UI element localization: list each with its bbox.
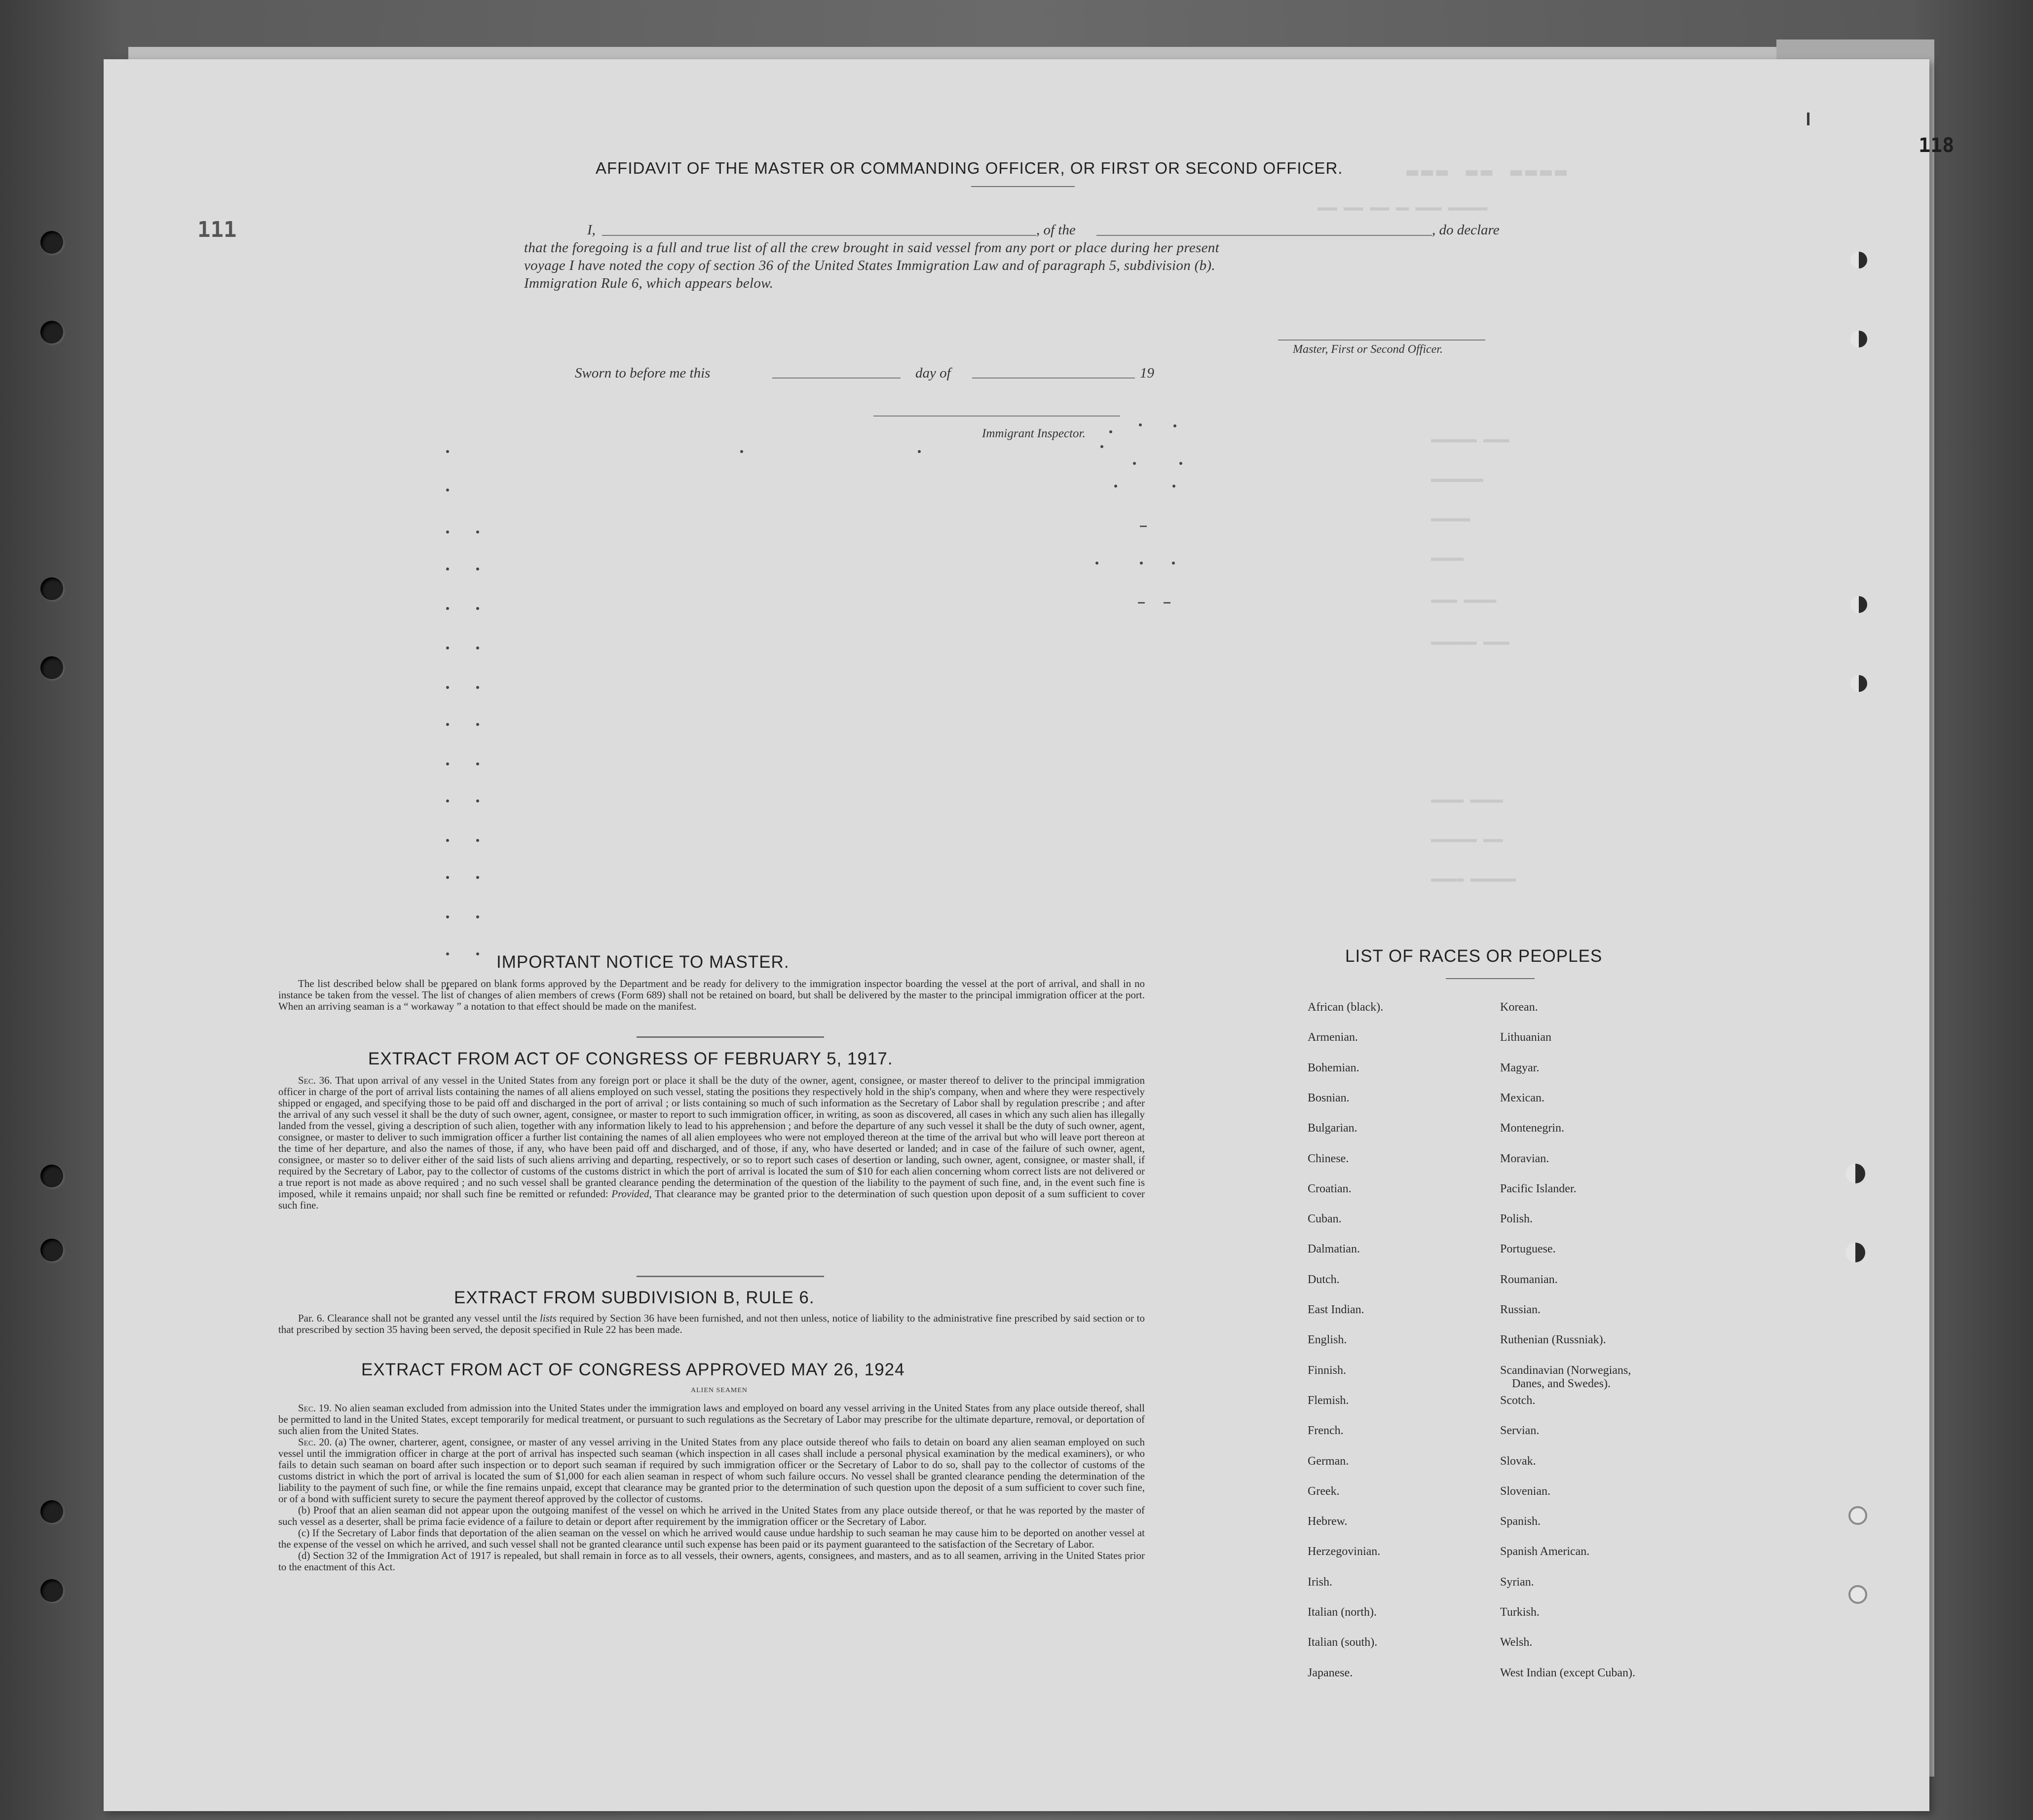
affidavit-line-3: voyage I have noted the copy of section 36 of the United States Immigration Law and of paragraph 5, subdivision (b). (524, 258, 1215, 273)
stray-dot (446, 568, 449, 570)
margin-mark: 111 (197, 217, 237, 242)
stray-dot (446, 686, 449, 689)
bleed-through-text: ▬▬▬▬▬▬▬ ▬▬▬▬ (1431, 637, 1509, 649)
extract-1924-text (278, 1403, 1145, 1573)
binder-ring-icon (1850, 331, 1867, 347)
binder-ring-icon (1850, 252, 1867, 268)
race-item: Slovak. (1500, 1454, 1536, 1468)
provided-word: Provided, (611, 1188, 652, 1200)
stray-dot (1133, 462, 1136, 465)
stray-dot (1109, 430, 1112, 433)
binder-hole-icon (40, 656, 63, 679)
binder-ring-icon (1848, 1506, 1867, 1525)
sec20a-body: (a) The owner, charterer, agent, consignee, or master of any vessel arriving in the United States from any place outside thereof who fails to detain on board any alien seaman employed on such vessel until the immigration officer in charge at the port of arrival has inspected such seaman (which inspection in all cases shall include a personal physical examination by the medical examiners), or who fails to detain such seaman on board after such inspection or to deport such seaman if required by such immigration officer or the Secretary of Labor to do so, shall pay to the collector of customs of the customs district in which the port of arrival is located the sum of $1,000 for each alien seaman in respect of whom such failure occurs. No vessel shall be granted clearance pending the determination of the liability to the payment of such fine, or while the fine remains unpaid, except that clearance may be granted prior to the determination of such question upon the deposit of a sum sufficient to cover such fine, or of a bond with sufficient surety to secure the payment thereof approved by the collector of customs. (278, 1436, 1145, 1505)
stray-dot (446, 915, 449, 918)
stray-dash (1138, 602, 1145, 604)
race-item: Scandinavian (Norwegians, Danes, and Swedes). (1500, 1364, 1631, 1390)
section-rule (637, 1276, 824, 1277)
extract-rule6-text (278, 1313, 1145, 1335)
race-item: Lithuanian (1500, 1031, 1551, 1044)
stray-dot (446, 531, 449, 533)
race-item: Finnish. (1308, 1364, 1347, 1377)
rule6-body-b: required by Section 36 have been furnished, and not then unless, notice of liability to the administrative fine prescribed by said section or to that prescribed by section 35 having been served, the deposit specified in Rule 22 has been made. (278, 1312, 1145, 1335)
race-item: Croatian. (1308, 1182, 1352, 1195)
sec20c-body: (c) If the Secretary of Labor finds that deportation of the alien seaman on the vessel on which he arrived would cause undue hardship to such seaman he may cause him to be deported on another vessel at the expense of the vessel on which he arrived, and such vessel shall not be granted clearance until such expense has been paid or its payment guaranteed to the satisfaction of the Secretary of Labor. (278, 1527, 1145, 1550)
race-item: Spanish American. (1500, 1545, 1590, 1558)
race-item: East Indian. (1308, 1303, 1364, 1316)
extract-1917-tail: That clearance may be granted prior to the determination of such question upon deposit of a sum sufficient to cover such fine. (278, 1188, 1145, 1211)
race-item: Italian (south). (1308, 1636, 1378, 1649)
binder-hole-icon (40, 231, 63, 254)
race-item: Welsh. (1500, 1636, 1533, 1649)
extract-1917-text (278, 1075, 1145, 1211)
lists-word: lists (540, 1312, 557, 1324)
stray-dot (476, 607, 479, 610)
bleed-through-text: ▬▬▬▬▬▬▬ ▬▬▬ (1431, 834, 1503, 846)
race-item: Korean. (1500, 1001, 1538, 1014)
stray-dot (476, 762, 479, 765)
affidavit-line-4: Immigration Rule 6, which appears below. (524, 275, 774, 291)
race-item: Bosnian. (1308, 1091, 1350, 1104)
stray-dot (1114, 485, 1117, 488)
stray-dot (476, 531, 479, 533)
race-item: Greek. (1308, 1484, 1340, 1498)
stray-dot (1172, 485, 1175, 488)
race-item: German. (1308, 1454, 1349, 1468)
notice-paragraph: The list described below shall be prepared on blank forms approved by the Department and be ready for delivery to the immigration inspector boarding the vessel at the port of arrival, and shall in no instance be taken from the vessel. The list of changes of alien members of crews (Form 689) shall not be retained on board, but shall be delivered by the master to the principal immigration officer at the port. When an arriving seaman is a “ workaway ” a notation to that effect should be made on the manifest. (278, 978, 1145, 1012)
stray-dot (446, 646, 449, 649)
binder-hole-icon (40, 1239, 63, 1261)
race-item: Pacific Islander. (1500, 1182, 1577, 1195)
bleed-through-text: ▬▬▬▬▬ (1431, 553, 1464, 565)
affidavit-of-the: , of the (1036, 222, 1076, 238)
binder-ring-icon (1850, 675, 1867, 692)
binder-ring-icon (1848, 1585, 1867, 1604)
race-item: Dalmatian. (1308, 1243, 1360, 1256)
affidavit-title: AFFIDAVIT OF THE MASTER OR COMMANDING OFFICER, OR FIRST OR SECOND OFFICER. (596, 159, 1343, 177)
bleed-through-text: ▬▬▬▬▬▬▬▬ (1431, 474, 1483, 486)
race-item: African (black). (1308, 1001, 1384, 1014)
race-item: Armenian. (1308, 1031, 1358, 1044)
stray-dot (1172, 562, 1175, 565)
stray-dot (476, 915, 479, 918)
stray-dot (1179, 462, 1182, 465)
name-blank-line (602, 235, 1036, 236)
affidavit-i: I, (587, 222, 596, 238)
race-item: Spanish. (1500, 1515, 1541, 1528)
race-item: Cuban. (1308, 1213, 1342, 1226)
race-item: Magyar. (1500, 1061, 1540, 1074)
binder-ring-icon (1845, 1164, 1865, 1183)
page-number: 118 (1919, 134, 1955, 157)
stray-dot (1140, 562, 1143, 565)
stray-dot (476, 646, 479, 649)
stray-dot (476, 876, 479, 879)
stray-dot (1100, 445, 1103, 448)
bleed-through-heading: ▬▬▬ ▬▬ ▬▬▬▬ (1406, 160, 1570, 183)
binder-hole-icon (40, 1165, 63, 1187)
title-rule (1446, 978, 1535, 979)
notice-title: IMPORTANT NOTICE TO MASTER. (496, 952, 790, 972)
race-item: West Indian (except Cuban). (1500, 1666, 1635, 1679)
extract-1917-body: That upon arrival of any vessel in the United States from any foreign port or place it shall be the duty of the owner, agent, consignee, or master thereof to deliver to the principal immigration officer in charge of the port of arrival lists containing the names of all aliens employed on such vessel, stating the positions they respectively hold in the ship's company, when and where they were respectively shipped or engaged, and specifying those to be paid off and discharged in the port of arrival ; or lists containing so much of such information as the Secretary of Labor shall by regulation prescribe ; and after the arrival of any such vessel it shall be the duty of such owner, agent, consignee, or master to report to such immigration officer, in writing, as soon as discovered, all cases in which any such alien has illegally landed from the vessel, giving a description of such alien, together with any information likely to lead to his apprehension ; and before the departure of any such vessel it shall be the duty of such owner, agent, consignee, or master to deliver to such immigration officer a further list containing the names of all alien employees who were not employed thereon at the time of the arrival but who will leave port thereon at the time of her departure, and also the names of those, if any, who have been paid off and discharged, and of those, if any, who have deserted or landed; and in case of the failure of such owner, agent, consignee, or master so to deliver either of the said lists of such aliens arriving and departing, respectively, or so to report such cases of desertion or landing, such owner, agent, consignee, or master shall, if required by the Secretary of Labor, pay to the collector of customs of the customs district in which the port of arrival is located the sum of $10 for each alien concerning whom correct lists are not delivered or a true report is not made as above required ; and no such vessel shall be granted clearance pending the determination of the question of the liability to the payment of such fine, and, in the event such fine is imposed, while it remains unpaid; nor shall such fine be remitted or refunded: (278, 1074, 1145, 1200)
race-item: Roumanian. (1500, 1273, 1558, 1286)
stray-dot (446, 489, 449, 492)
race-item: Russian. (1500, 1303, 1541, 1316)
stray-dot (476, 568, 479, 570)
race-item: Mexican. (1500, 1091, 1544, 1104)
race-item: French. (1308, 1424, 1344, 1438)
section-label: Sec. 36. (298, 1074, 333, 1086)
race-item: Flemish. (1308, 1394, 1349, 1407)
inspector-caption: Immigrant Inspector. (982, 427, 1086, 440)
binder-hole-icon (40, 1579, 63, 1602)
rule6-body-a: Par. 6. Clearance shall not be granted any vessel until the (298, 1312, 537, 1324)
month-blank-line (972, 378, 1135, 379)
bleed-through-text: ▬▬▬ ▬▬▬ ▬▬▬ ▬▬ ▬▬▬▬ ▬▬▬▬▬▬ (1318, 202, 1488, 215)
race-item: Herzegovinian. (1308, 1545, 1381, 1558)
section-rule (637, 1036, 824, 1038)
section-label: Sec. 20. (298, 1436, 332, 1448)
sworn-text: Sworn to before me this (575, 365, 711, 381)
sec19-body: No alien seaman excluded from admission into the United States under the immigration laws and employed on board any vessel arriving in the United States from any place outside thereof, shall be permitted to land in the United States, except temporarily for medical treatment, or pursuant to such regulations as the Secretary of Labor may prescribe for the ultimate departure, removal, or deportation of such alien from the United States. (278, 1402, 1145, 1437)
race-item: Bulgarian. (1308, 1122, 1357, 1135)
signature-blank-line (1278, 340, 1485, 341)
sec20b-body: (b) Proof that an alien seaman did not appear upon the outgoing manifest of the vessel on which he arrived in the United States from any place outside thereof, or that he was reported by the master of such vessel as a deserter, shall be prima facie evidence of a failure to detain or deport after requirement by the immigration officer or the Secretary of Labor. (278, 1504, 1145, 1527)
race-item: Japanese. (1308, 1666, 1353, 1679)
race-item: Moravian. (1500, 1152, 1549, 1165)
inspector-blank-line (873, 416, 1120, 417)
race-item: Servian. (1500, 1424, 1540, 1438)
races-title: LIST OF RACES OR PEOPLES (1345, 947, 1603, 966)
race-item: Montenegrin. (1500, 1122, 1564, 1135)
extract-1917-title: EXTRACT FROM ACT OF CONGRESS OF FEBRUARY 5, 1917. (368, 1049, 893, 1068)
binder-hole-icon (40, 321, 63, 343)
race-item: Irish. (1308, 1575, 1332, 1589)
race-item: Dutch. (1308, 1273, 1340, 1286)
race-item: Portuguese. (1500, 1243, 1556, 1256)
section-label: Sec. 19. (298, 1402, 332, 1414)
extract-rule6-title: EXTRACT FROM SUBDIVISION B, RULE 6. (454, 1288, 815, 1307)
binder-ring-icon (1845, 1243, 1865, 1262)
stray-dot (476, 952, 479, 955)
document-page (104, 59, 1929, 1811)
bleed-through-text: ▬▬▬▬▬▬▬ ▬▬▬▬ (1431, 434, 1509, 447)
stray-dot (446, 450, 449, 453)
stray-dot (1139, 423, 1142, 426)
stray-dot (446, 607, 449, 610)
stray-dot (446, 952, 449, 955)
binder-hole-icon (40, 577, 63, 600)
stray-dot (1173, 424, 1176, 427)
day-of-text: day of (915, 365, 951, 381)
stray-dot (1095, 562, 1098, 565)
stray-dot (476, 839, 479, 842)
stray-dash (1164, 602, 1170, 604)
stray-dot (918, 450, 921, 453)
alien-seamen-subtitle: ALIEN SEAMEN (691, 1387, 748, 1394)
vessel-blank-line (1096, 235, 1432, 236)
binder-ring-icon (1850, 596, 1867, 613)
race-item: Chinese. (1308, 1152, 1349, 1165)
extract-1924-title: EXTRACT FROM ACT OF CONGRESS APPROVED MAY 26, 1924 (361, 1360, 905, 1379)
bleed-through-text: ▬▬▬▬▬ ▬▬▬▬▬▬▬ (1431, 873, 1516, 886)
signature-caption: Master, First or Second Officer. (1293, 343, 1443, 356)
race-item: Turkish. (1500, 1606, 1540, 1619)
stray-dot (446, 723, 449, 726)
race-item: Ruthenian (Russniak). (1500, 1333, 1606, 1347)
race-item: Italian (north). (1308, 1606, 1377, 1619)
bleed-through-text: ▬▬▬▬ ▬▬▬▬▬ (1431, 595, 1497, 607)
stray-dot (476, 686, 479, 689)
binder-hole-icon (40, 1500, 63, 1523)
day-blank-line (772, 378, 901, 379)
race-item: Scotch. (1500, 1394, 1536, 1407)
race-item: Syrian. (1500, 1575, 1534, 1589)
affidavit-line-2: that the foregoing is a full and true list of all the crew brought in said vessel from any port or place during her present (524, 240, 1219, 256)
race-item: Bohemian. (1308, 1061, 1359, 1074)
race-item: Hebrew. (1308, 1515, 1348, 1528)
race-item: Polish. (1500, 1213, 1533, 1226)
page-tick-mark (1807, 113, 1809, 125)
stray-dot (446, 876, 449, 879)
bleed-through-text: ▬▬▬▬▬▬ (1431, 513, 1470, 526)
stray-dot (446, 839, 449, 842)
stray-dot (476, 799, 479, 802)
year-text: 19 (1140, 365, 1154, 381)
notice-text (278, 978, 1145, 1012)
stray-dot (740, 450, 743, 453)
stray-dot (476, 723, 479, 726)
stray-dot (446, 762, 449, 765)
race-item: English. (1308, 1333, 1347, 1347)
stray-dash (1140, 526, 1147, 527)
sec20d-body: (d) Section 32 of the Immigration Act of 1917 is repealed, but shall remain in force as to all vessels, their owners, agents, consignees, and masters, and as to all seamen, arriving in the United States prior to the enactment of this Act. (278, 1550, 1145, 1573)
bleed-through-text: ▬▬▬▬▬ ▬▬▬▬▬ (1431, 795, 1503, 807)
title-rule (971, 186, 1075, 187)
race-item: Slovenian. (1500, 1484, 1550, 1498)
stray-dot (446, 799, 449, 802)
affidavit-declare: , do declare (1432, 222, 1500, 238)
